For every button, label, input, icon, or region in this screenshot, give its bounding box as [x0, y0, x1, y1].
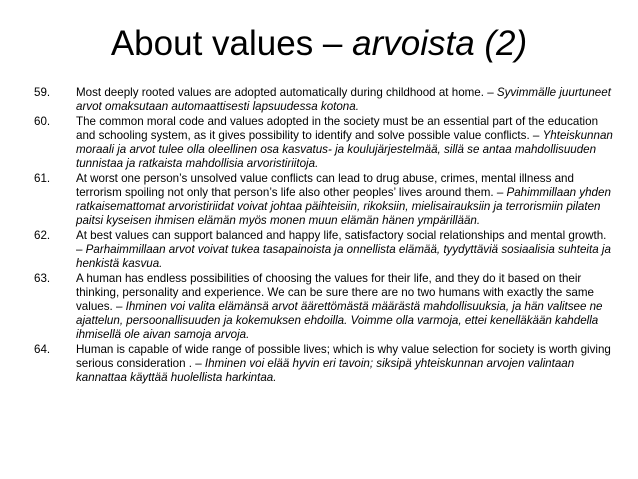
item-text-finnish: Parhaimmillaan arvot voivat tukea tasapainoista ja onnellista elämää, tyydyttäviä sosiaalisia suhteita ja henkistä kasvua.: [76, 243, 611, 270]
list-item: [34, 272, 614, 342]
item-text-english: A human has endless possibilities of choosing the values for their life, and they do it based on their thinking, personality and experience. We can be sure there are no two humans with exactly the same values. –: [76, 272, 594, 313]
list-item: [34, 172, 614, 228]
item-number: 64.: [34, 343, 51, 356]
item-text-finnish: Syvimmälle juurtuneet arvot omaksutaan automaattisesti lapsuudessa kotona.: [76, 86, 611, 113]
title-main: About values –: [110, 24, 353, 63]
item-text-finnish: Pahimmillaan yhden ratkaisemattomat arvoristiriidat voivat johtaa päihteisiin, rikoksiin, mielisairauksiin ja terrorismiin pilaten paitsi kyseisen ihmisen elämän myös monen muun elämän hänen ympärillään.: [76, 186, 611, 227]
item-text-english: At worst one person’s unsolved value conflicts can lead to drug abuse, crimes, mental illness and terrorism spoiling not only that person’s life also other peoples’ lives around them. –: [76, 172, 574, 199]
item-text-finnish: Ihminen voi elää hyvin eri tavoin; siksipä yhteiskunnan arvojen valintaan kannattaa käyttää huolellista harkintaa.: [76, 357, 575, 384]
item-text-english: Most deeply rooted values are adopted automatically during childhood at home. –: [76, 86, 497, 99]
item-text-english: Human is capable of wide range of possible lives; which is why value selection for society is worth giving serious consideration . –: [76, 343, 611, 370]
item-number: 59.: [34, 86, 51, 99]
item-text-english: The common moral code and values adopted in the society must be an essential part of the education and schooling system, as it gives possibility to identify and solve possible value conflicts. –: [76, 115, 599, 142]
item-number: 61.: [34, 172, 51, 185]
slide-title: [0, 22, 638, 66]
list-item: [34, 229, 614, 271]
item-text-english: At best values can support balanced and happy life, satisfactory social relationships and mental growth. –: [76, 229, 607, 256]
item-number: 63.: [34, 272, 51, 285]
list-item: [34, 86, 614, 114]
item-number: 62.: [34, 229, 51, 242]
item-number: 60.: [34, 115, 51, 128]
title-italic: arvoista (2): [352, 24, 528, 63]
list-item: [34, 115, 614, 171]
item-text-finnish: Yhteiskunnan moraali ja arvot tulee olla oleellinen osa kasvatus- ja koulujärjestelmää, sillä se antaa mahdollisuuden tunnistaa ja ratkaista mahdollisia arvoristiriitoja.: [76, 129, 613, 170]
numbered-list: [34, 86, 614, 385]
list-item: [34, 343, 614, 385]
item-text-finnish: Ihminen voi valita elämänsä arvot äärettömästä määrästä mahdollisuuksia, ja hän valitsee ne ajattelun, persoonallisuuden ja kokemuksen ehdoilla. Voimme olla varmoja, ettei kenelläkään kahdella ihmisellä ole aivan samoja arvoja.: [76, 300, 603, 341]
